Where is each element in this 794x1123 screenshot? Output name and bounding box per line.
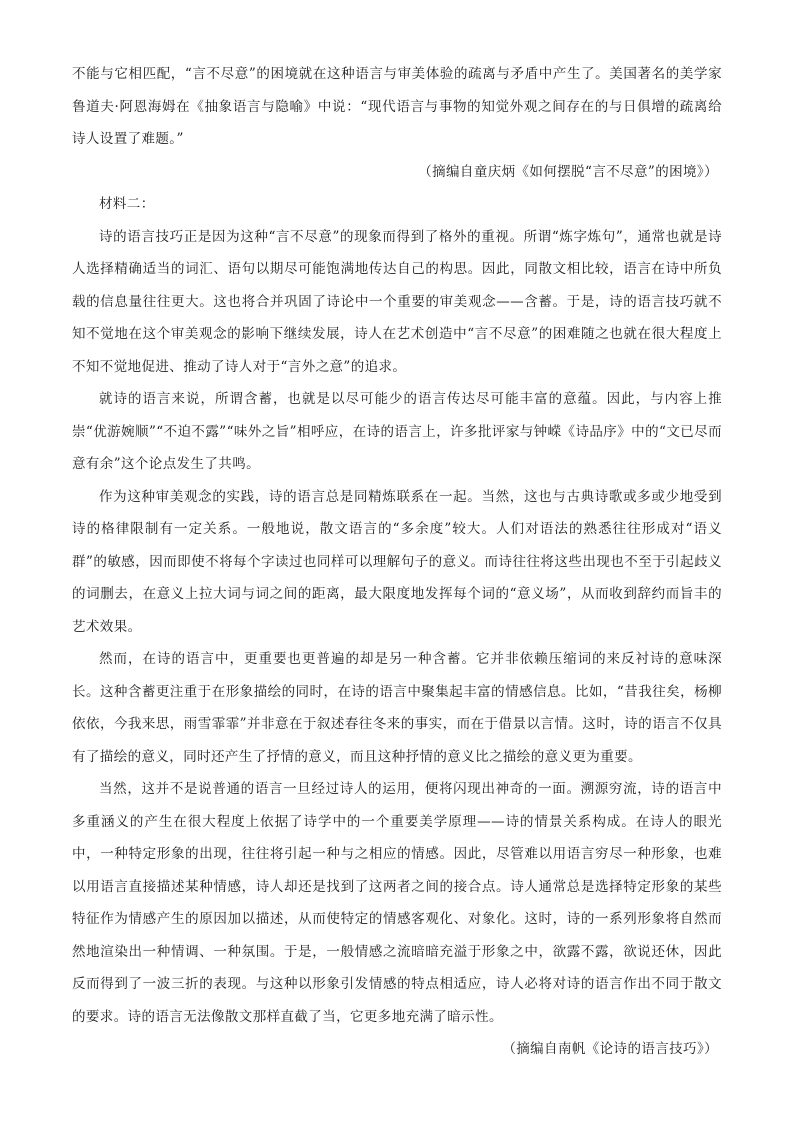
source-citation-2: （摘编自南帆《论诗的语言技巧》） <box>502 1041 718 1057</box>
paragraph-continuation: 不能与它相匹配，“言不尽意”的困境就在这种语言与审美体验的疏离与矛盾中产生了。美国著名的美学家鲁道夫·阿恩海姆在《抽象语言与隐喻》中说：“现代语言与事物的知觉外观之间存在的与日俱增的疏离给诗人设置了难题。” <box>72 66 722 147</box>
material-label: 材料二： <box>99 196 155 212</box>
paragraph: 当然，这并不是说普通的语言一旦经过诗人的运用，便将闪现出神奇的一面。溯源穷流，诗的语言中多重涵义的产生在很大程度上依据了诗学中的一个重要美学原理——诗的情景关系构成。在诗人的眼光中，一种特定形象的出现，往往将引起一种与之相应的情感。因此，尽管难以用语言穷尽一种形象，也难以用语言直接描述某种情感，诗人却还是找到了这两者之间的接合点。诗人通常总是选择特定形象的某些特征作为情感产生的原因加以描述，从而使特定的情感客观化、对象化。这时，诗的一系列形象将自然而然地渲染出一种情调、一种氛围。于是，一般情感之流暗暗充溢于形象之中，欲露不露，欲说还休，因此反而得到了一波三折的表现。与这种以形象引发情感的特点相适应，诗人必将对诗的语言作出不同于散文的要求。诗的语言无法像散文那样直截了当，它更多地充满了暗示性。 <box>72 781 722 1025</box>
paragraph: 然而，在诗的语言中，更重要也更普遍的却是另一种含蓄。它并非依赖压缩词的来反衬诗的意味深长。这种含蓄更注重于在形象描绘的同时，在诗的语言中聚集起丰富的情感信息。比如，“昔我往矣，杨柳依依，今我来思，雨雪霏霏”并非意在于叙述春往冬来的事实，而在于借景以言情。这时，诗的语言不仅具有了描绘的意义，同时还产生了抒情的意义，而且这种抒情的意义比之描绘的意义更为重要。 <box>72 651 722 765</box>
source-citation-1: （摘编自童庆炳《如何摆脱“言不尽意”的困境》） <box>418 163 718 180</box>
paragraph: 作为这种审美观念的实践，诗的语言总是同精炼联系在一起。当然，这也与古典诗歌或多或少地受到诗的格律限制有一定关系。一般地说，散文语言的“多余度”较大。人们对语法的熟悉往往形成对“语义群”的敏感，因而即使不将每个字读过也同样可以理解句子的意义。而诗往往将这些出现也不至于引起歧义的词删去，在意义上拉大词与词之间的距离，最大限度地发挥每个词的“意义场”，从而收到辞约而旨丰的艺术效果。 <box>72 488 722 635</box>
paragraph: 就诗的语言来说，所谓含蓄，也就是以尽可能少的语言传达尽可能丰富的意蕴。因此，与内容上推崇“优游婉顺”“不迫不露”“味外之旨”相呼应，在诗的语言上，许多批评家与钟嵘《诗品序》中的“文已尽而意有余”这个论点发生了共鸣。 <box>72 391 722 472</box>
paragraph: 诗的语言技巧正是因为这种“言不尽意”的现象而得到了格外的重视。所谓“炼字炼句”，通常也就是诗人选择精确适当的词汇、语句以期尽可能饱满地传达自己的构思。因此，同散文相比较，语言在诗中所负载的信息量往往更大。这也将合并巩固了诗论中一个重要的审美观念——含蓄。于是，诗的语言技巧就不知不觉地在这个审美观念的影响下继续发展，诗人在艺术创造中“言不尽意”的困难随之也就在很大程度上不知不觉地促进、推动了诗人对于“言外之意”的追求。 <box>72 228 722 375</box>
